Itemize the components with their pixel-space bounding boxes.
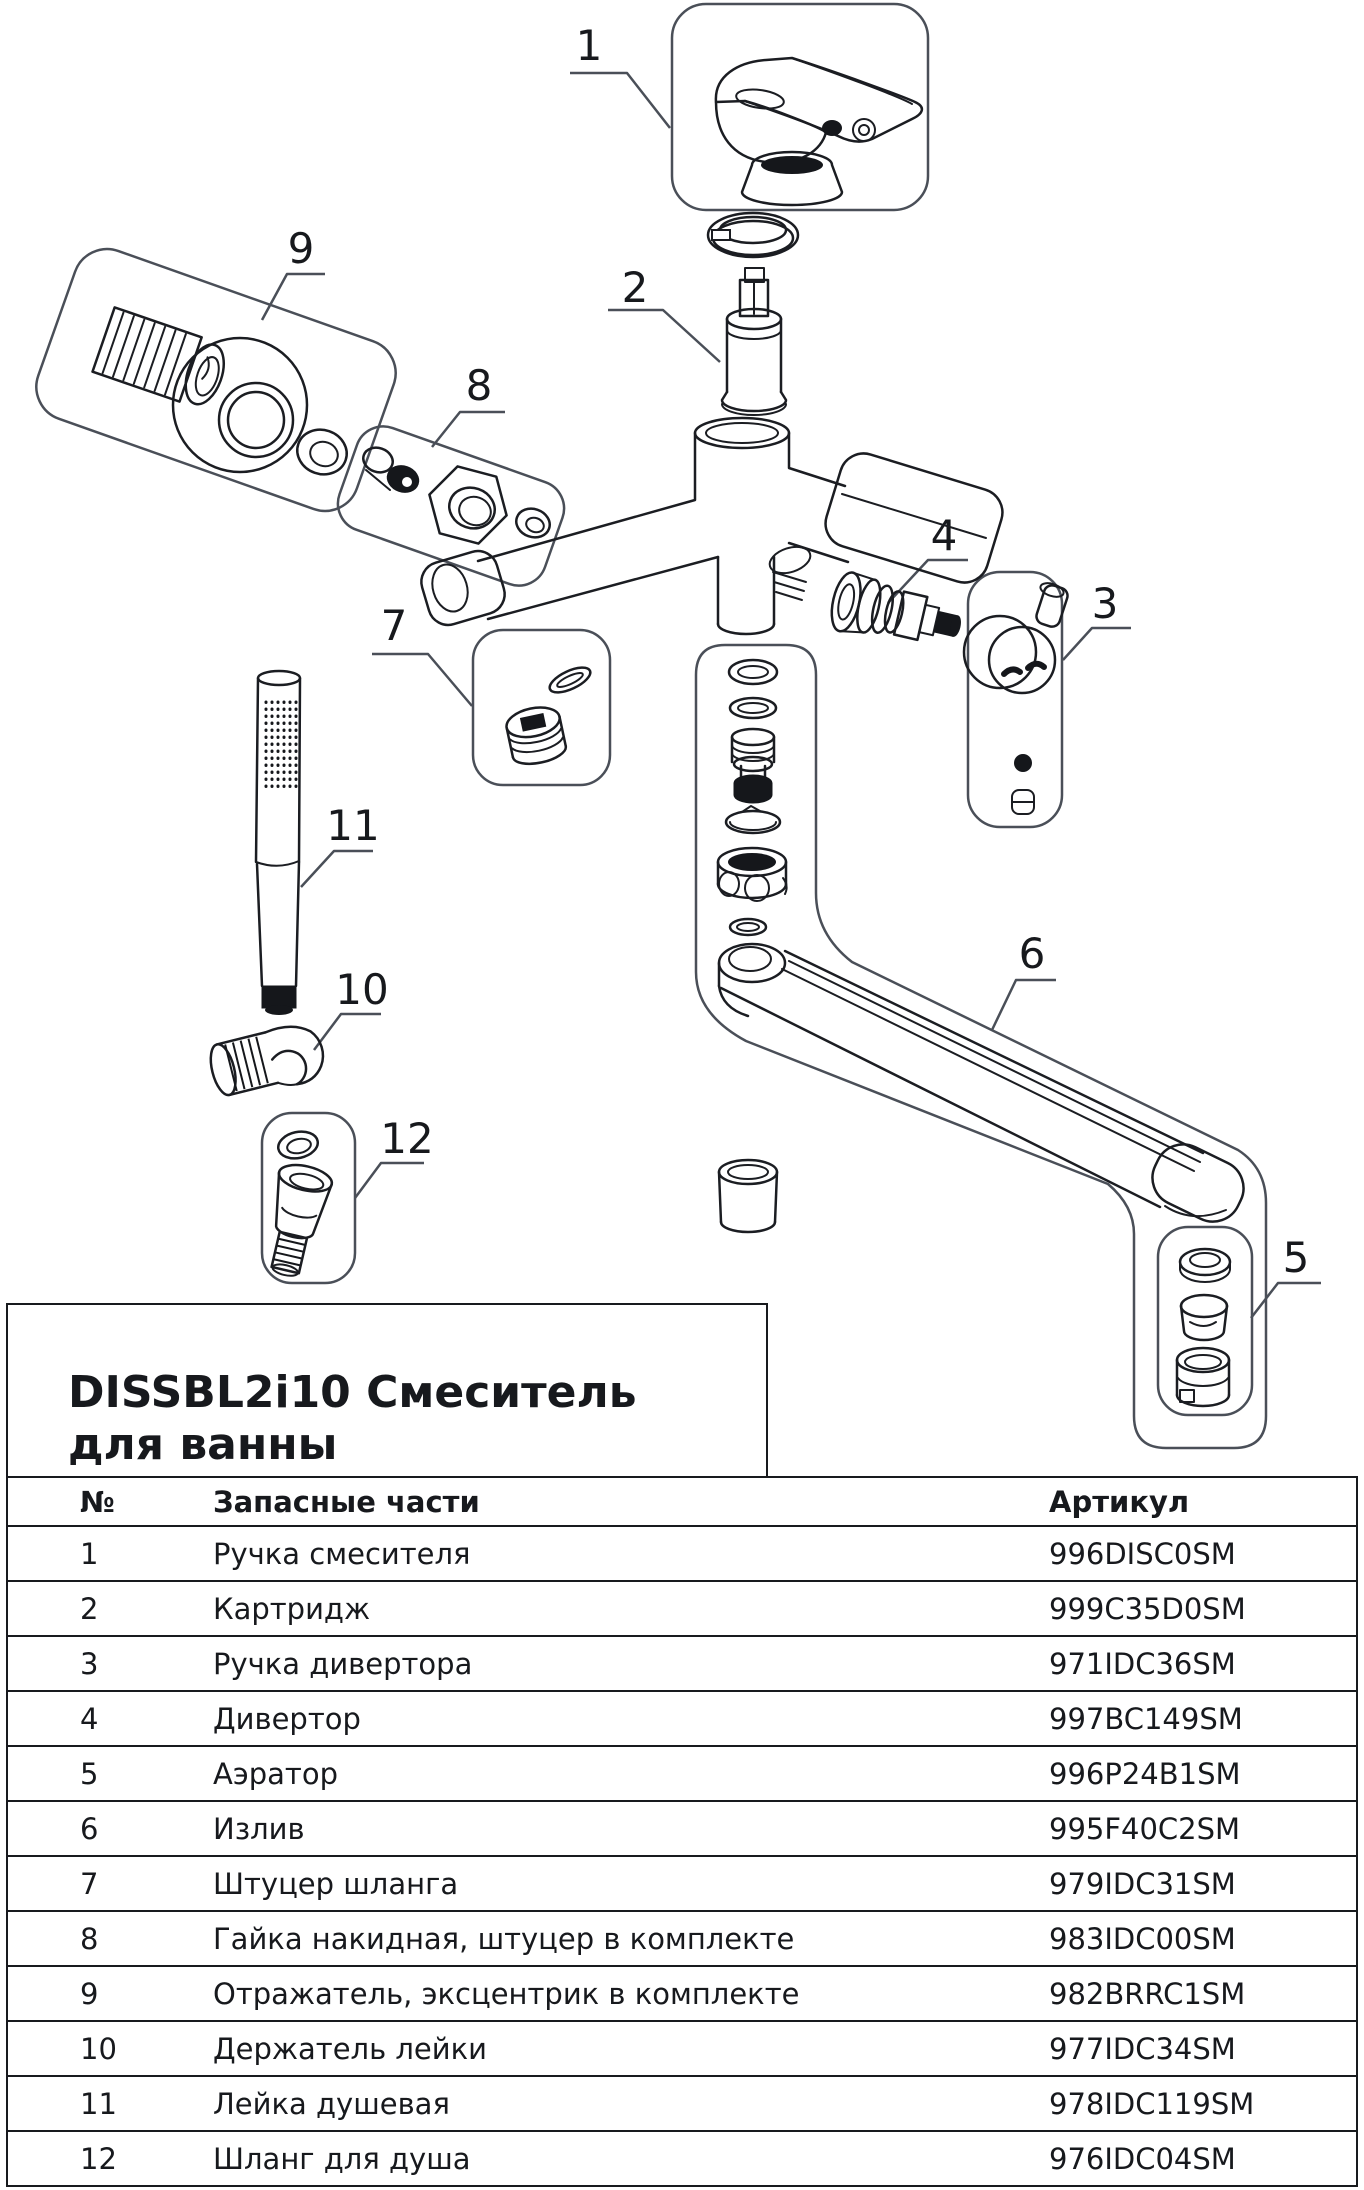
cell-part: Ручка смесителя	[151, 1526, 1049, 1581]
faucet-body-drawing	[417, 418, 1009, 634]
part-11-shower-wand-drawing	[256, 671, 300, 1015]
callout-label-8: 8	[465, 361, 493, 410]
cell-part: Штуцер шланга	[151, 1856, 1049, 1911]
table-row	[7, 1526, 1357, 1581]
table-row	[7, 1801, 1357, 1856]
cell-number: 1	[7, 1526, 151, 1581]
table-row	[7, 1746, 1357, 1801]
spout-slip-cup-drawing	[719, 1160, 777, 1232]
cell-sku: 971IDC36SM	[1049, 1636, 1357, 1691]
leader-10	[314, 1014, 381, 1050]
cell-part: Картридж	[151, 1581, 1049, 1636]
part-1-mixer-handle-drawing	[716, 58, 922, 205]
part-4-diverter-drawing	[827, 570, 967, 658]
cell-number: 5	[7, 1746, 151, 1801]
part-3-diverter-handle-drawing	[964, 581, 1070, 814]
cell-sku: 977IDC34SM	[1049, 2021, 1357, 2076]
table-row	[7, 2021, 1357, 2076]
callout-label-3: 3	[1091, 579, 1119, 628]
callout-label-9: 9	[287, 224, 315, 273]
cell-part: Излив	[151, 1801, 1049, 1856]
cell-part: Гайка накидная, штуцер в комплекте	[151, 1911, 1049, 1966]
callout-label-10: 10	[335, 965, 389, 1014]
callout-box-1	[672, 4, 928, 210]
part-5-aerator-drawing	[1177, 1249, 1230, 1406]
callout-label-2: 2	[621, 263, 649, 312]
cell-number: 12	[7, 2131, 151, 2186]
cell-number: 7	[7, 1856, 151, 1911]
cell-sku: 979IDC31SM	[1049, 1856, 1357, 1911]
cell-number: 10	[7, 2021, 151, 2076]
callout-box-3	[968, 572, 1062, 827]
table-row	[7, 2076, 1357, 2131]
table-header-row	[7, 1477, 1357, 1526]
table-row	[7, 1856, 1357, 1911]
leader-3	[1063, 628, 1131, 660]
callout-boxes	[27, 4, 1266, 1448]
cell-sku: 978IDC119SM	[1049, 2076, 1357, 2131]
cell-number: 6	[7, 1801, 151, 1856]
cell-number: 2	[7, 1581, 151, 1636]
callout-box-8	[330, 419, 572, 594]
cell-part: Держатель лейки	[151, 2021, 1049, 2076]
callout-label-4: 4	[930, 511, 958, 560]
callout-label-1: 1	[575, 21, 603, 70]
cell-sku: 997BC149SM	[1049, 1691, 1357, 1746]
part-12-shower-hose-drawing	[257, 1128, 335, 1281]
callout-label-7: 7	[380, 601, 408, 650]
part-8-union-nut-drawing	[360, 444, 554, 544]
leader-5	[1251, 1283, 1321, 1318]
cell-sku: 999C35D0SM	[1049, 1581, 1357, 1636]
leader-6	[992, 980, 1056, 1030]
table-row	[7, 1966, 1357, 2021]
callout-label-11: 11	[326, 801, 380, 850]
cell-number: 3	[7, 1636, 151, 1691]
handle-ring-nut-drawing	[708, 213, 798, 257]
product-title-box	[6, 1303, 768, 1478]
column-header-part: Запасные части	[151, 1477, 1049, 1526]
parts-table	[6, 1476, 1358, 2187]
callout-label-5: 5	[1282, 1233, 1310, 1282]
table-row	[7, 1636, 1357, 1691]
callout-label-6: 6	[1018, 929, 1046, 978]
cell-part: Отражатель, эксцентрик в комплекте	[151, 1966, 1049, 2021]
leader-1	[570, 73, 670, 128]
cell-part: Дивертор	[151, 1691, 1049, 1746]
product-title-line2: для ванны	[68, 1419, 338, 1470]
cell-sku: 983IDC00SM	[1049, 1911, 1357, 1966]
cell-part: Шланг для душа	[151, 2131, 1049, 2186]
column-header-sku: Артикул	[1049, 1477, 1357, 1526]
table-row	[7, 1911, 1357, 1966]
leader-8	[432, 412, 505, 447]
table-row	[7, 1581, 1357, 1636]
part-7-hose-union-drawing	[504, 663, 594, 768]
cell-sku: 996DISC0SM	[1049, 1526, 1357, 1581]
part-9-escutcheon-drawing	[93, 307, 353, 481]
table-row	[7, 1691, 1357, 1746]
cell-number: 11	[7, 2076, 151, 2131]
callout-label-12: 12	[380, 1114, 434, 1163]
cell-part: Лейка душевая	[151, 2076, 1049, 2131]
cell-sku: 982BRRC1SM	[1049, 1966, 1357, 2021]
leader-12	[355, 1163, 424, 1198]
table-row	[7, 2131, 1357, 2186]
cell-sku: 995F40C2SM	[1049, 1801, 1357, 1856]
spout-seal-stack-drawing	[718, 660, 787, 935]
cell-number: 9	[7, 1966, 151, 2021]
cell-sku: 996P24B1SM	[1049, 1746, 1357, 1801]
cell-part: Ручка дивертора	[151, 1636, 1049, 1691]
column-header-number: №	[7, 1477, 151, 1526]
cell-sku: 976IDC04SM	[1049, 2131, 1357, 2186]
part-10-wand-holder-drawing	[206, 1019, 329, 1103]
leader-2	[608, 310, 720, 362]
cell-part: Аэратор	[151, 1746, 1049, 1801]
cell-number: 8	[7, 1911, 151, 1966]
callout-box-12	[262, 1113, 355, 1283]
part-2-cartridge-drawing	[722, 268, 786, 415]
product-title-line1: DISSBL2i10 Смеситель	[68, 1367, 637, 1418]
cell-number: 4	[7, 1691, 151, 1746]
part-6-spout-drawing	[719, 944, 1253, 1231]
leader-7	[372, 654, 472, 706]
leader-11	[301, 851, 373, 887]
